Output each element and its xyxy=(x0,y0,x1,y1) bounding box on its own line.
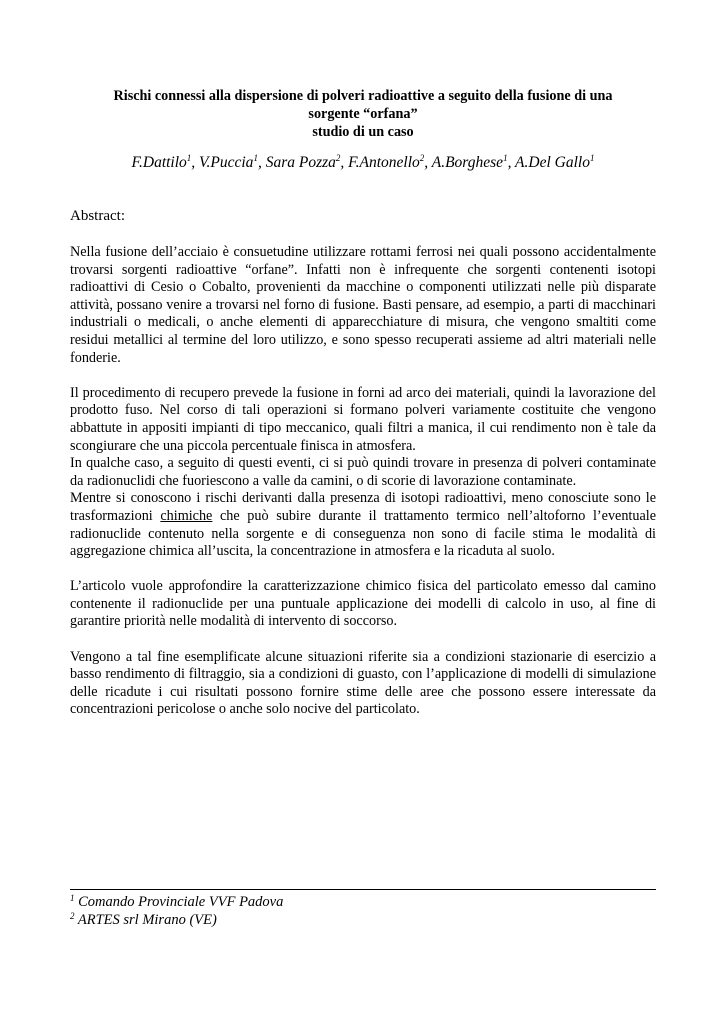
author: A.Del Gallo$^1$ xyxy=(515,153,595,171)
title-line-1: Rischi connessi alla dispersione di polveri radioattive a seguito della fusione di una xyxy=(113,88,613,104)
affiliation-mark: 1 xyxy=(589,153,595,163)
document-title xyxy=(70,87,656,141)
paragraph-1: Nella fusione dell’acciaio è consuetudine utilizzare rottami ferrosi nei quali possono accidentalmente trovarsi sorgenti radioattive “orfane”. Infatti non è infrequente che sorgenti contenenti isotopi radioattivi di Cesio o Cobalto, provenienti da macchine o componenti utilizzati nelle più disparate attività, possano venire a trovarsi nel forno di fusione. Basti pensare, ad esempio, a parti di macchinari industriali o medicali, o anche elementi di apparecchiature di misura, che vengono smaltiti come residui metallici al termine del loro utilizzo, e sono spesso recuperati assieme ad altri materiali nelle fonderie. xyxy=(70,244,656,366)
paragraph-5: L’articolo vuole approfondire la caratterizzazione chimico fisica del particolato emesso dal camino contenente il radionuclide per una puntuale applicazione dei modelli di calcolo in uso, al fine di garantire priorità nelle modalità di intervento di soccorso. xyxy=(70,578,656,630)
footnote-mark: 2 xyxy=(70,911,75,921)
affiliation-mark: 1 xyxy=(503,153,508,163)
title-line-2: sorgente “orfana” xyxy=(308,106,418,122)
title-line-3: studio di un caso xyxy=(312,124,414,140)
abstract-heading: Abstract: xyxy=(70,208,125,224)
author: V.Puccia$^1$, xyxy=(199,153,266,171)
author: F.Dattilo$^1$, xyxy=(131,153,200,171)
paragraph-4: Mentre si conoscono i rischi derivanti dalla presenza di isotopi radioattivi, meno conosciute sono le trasformazioni chimiche che può subire durante il trattamento termico nell’altoforno l’eventuale radionuclide contenuto nella sorgente e di conseguenza non sono di facile stima le modalità di aggregazione chimica all’uscita, la concentrazione in atmosfera e la ricaduta al suolo. xyxy=(70,490,656,560)
abstract-body xyxy=(70,244,656,719)
footnote-mark: 1 xyxy=(70,893,75,903)
author: Sara Pozza$^2$, xyxy=(265,153,349,171)
author-list xyxy=(70,153,656,173)
paragraph-6: Vengono a tal fine esemplificate alcune situazioni riferite sia a condizioni stazionarie di esercizio a basso rendimento di filtraggio, sia a condizioni di guasto, con l’applicazione di modelli di simulazione delle ricadute i cui risultati possono fornire stime delle aree che possono essere interessate da concentrazioni pericolose o anche solo nocive del particolato. xyxy=(70,648,656,718)
footnote-2: $^2$ ARTES srl Mirano (VE) xyxy=(70,911,217,928)
author: A.Borghese$^1$, xyxy=(431,153,516,171)
author: F.Antonello$^2$, xyxy=(348,153,432,171)
footnote-1: $^1$ Comando Provinciale VVF Padova xyxy=(70,893,284,910)
affiliation-mark: 2 xyxy=(335,153,341,163)
footnotes xyxy=(70,893,283,929)
paragraph-3: In qualche caso, a seguito di questi eventi, ci si può quindi trovare in presenza di polveri contaminate da radionuclidi che fuoriescono a valle da camini, o di scorie di lavorazione contaminate. xyxy=(70,455,656,489)
affiliation-mark: 1 xyxy=(253,153,258,163)
footnote-separator xyxy=(70,889,656,890)
underlined-word: chimiche xyxy=(160,507,213,524)
affiliation-mark: 1 xyxy=(186,153,192,163)
paragraph-2: Il procedimento di recupero prevede la fusione in forni ad arco dei materiali, quindi la lavorazione del prodotto fuso. Nel corso di tali operazioni si formano polveri variamente costituite che vengono abbattute in appositi impianti di tipo meccanico, quali filtri a manica, il cui rendimento non è tale da scongiurare che una piccola percentuale finisca in atmosfera. xyxy=(70,384,656,454)
affiliation-mark: 2 xyxy=(419,153,425,163)
